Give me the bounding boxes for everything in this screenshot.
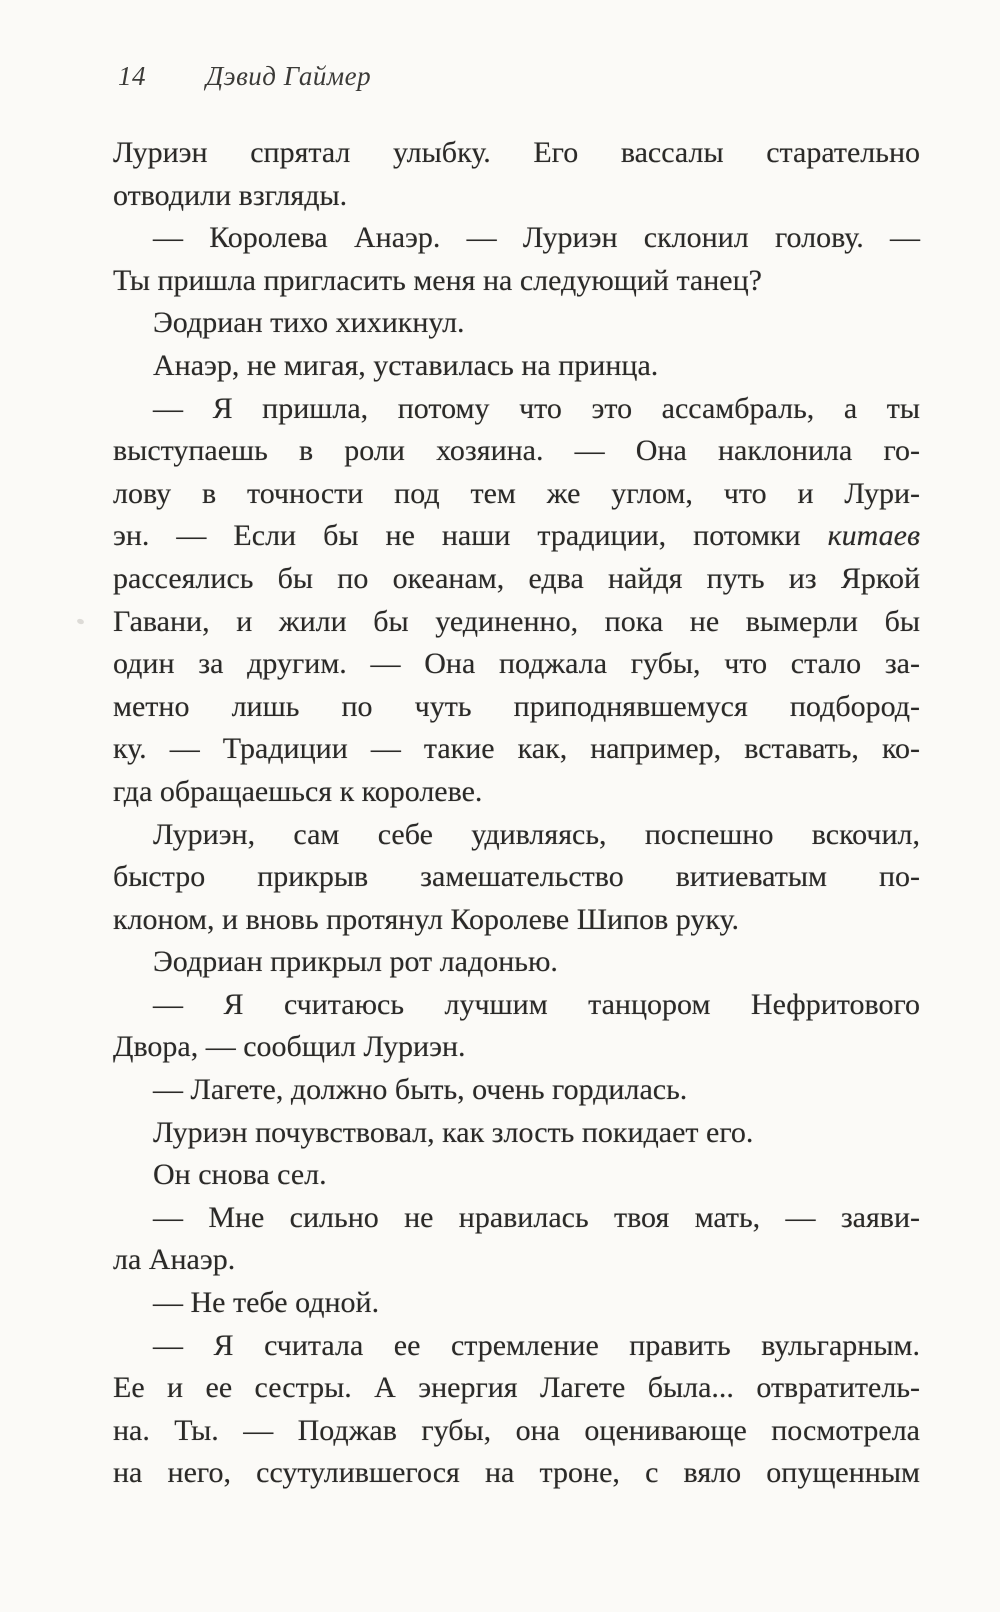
text-line: — Я пришла, потому что это ассамбраль, а ты (153, 391, 920, 425)
text-line: на него, ссутулившегося на троне, с вяло опущенным (113, 1456, 920, 1490)
text-line: один за другим. — Она поджала губы, что стало за- (113, 647, 920, 681)
text-line: — Королева Анаэр. — Луриэн склонил голову. — (153, 221, 920, 255)
text-line: Луриэн спрятал улыбку. Его вассалы старательно (113, 136, 920, 169)
text-line: Эодриан тихо хихикнул. (153, 306, 465, 340)
text-line: Луриэн, сам себе удивляясь, поспешно вскочил, (153, 817, 920, 851)
text-line: — Мне сильно не нравилась твоя мать, — заяви- (153, 1200, 920, 1234)
text-line: Он снова сел. (153, 1158, 327, 1192)
text-line: Двора, — сообщил Луриэн. (113, 1030, 466, 1064)
text-line: выступаешь в роли хозяина. — Она наклонила го- (113, 434, 920, 468)
text-line: метно лишь по чуть приподнявшемуся подбород- (113, 689, 920, 723)
text-line: — Не тебе одной. (153, 1286, 380, 1320)
text-line: быстро прикрыв замешательство витиеватым по- (113, 860, 920, 894)
text-line: отводили взгляды. (113, 178, 348, 212)
text-line: — Я считаюсь лучшим танцором Нефритового (153, 987, 920, 1021)
author-name: Дэвид Гаймер (206, 61, 372, 91)
page-number: 14 (118, 61, 146, 91)
text-line: ку. — Традиции — такие как, например, вставать, ко- (113, 732, 920, 766)
text-line: на. Ты. — Поджав губы, она оценивающе посмотрела (113, 1413, 920, 1447)
text-line: Гавани, и жили бы уединенно, пока не вымерли бы (113, 604, 920, 638)
text-line: гда обращаешься к королеве. (113, 774, 483, 808)
text-line: Луриэн почувствовал, как злость покидает его. (153, 1115, 754, 1149)
italic-term: китаев (827, 519, 920, 553)
text-line: эн. — Если бы не наши традиции, потомки китаев (113, 519, 920, 553)
scan-artifact (76, 618, 84, 625)
text-line: клоном, и вновь протянул Королеве Шипов руку. (113, 902, 740, 936)
text-line: Ее и ее сестры. А энергия Лагете была... отвратитель- (113, 1371, 920, 1405)
running-header (118, 60, 371, 92)
page-text (113, 132, 920, 1495)
text-line: Ты пришла пригласить меня на следующий танец? (113, 263, 762, 297)
text-line: Анаэр, не мигая, уставилась на принца. (153, 348, 659, 382)
text-line: — Лагете, должно быть, очень гордилась. (153, 1073, 688, 1107)
text-line: ла Анаэр. (113, 1243, 236, 1277)
text-line: лову в точности под тем же углом, что и Лури- (113, 476, 920, 510)
text-line: — Я считала ее стремление править вульгарным. (153, 1328, 920, 1362)
text-line: рассеялись бы по океанам, едва найдя путь из Яркой (113, 561, 920, 595)
text-line: Эодриан прикрыл рот ладонью. (153, 945, 558, 979)
